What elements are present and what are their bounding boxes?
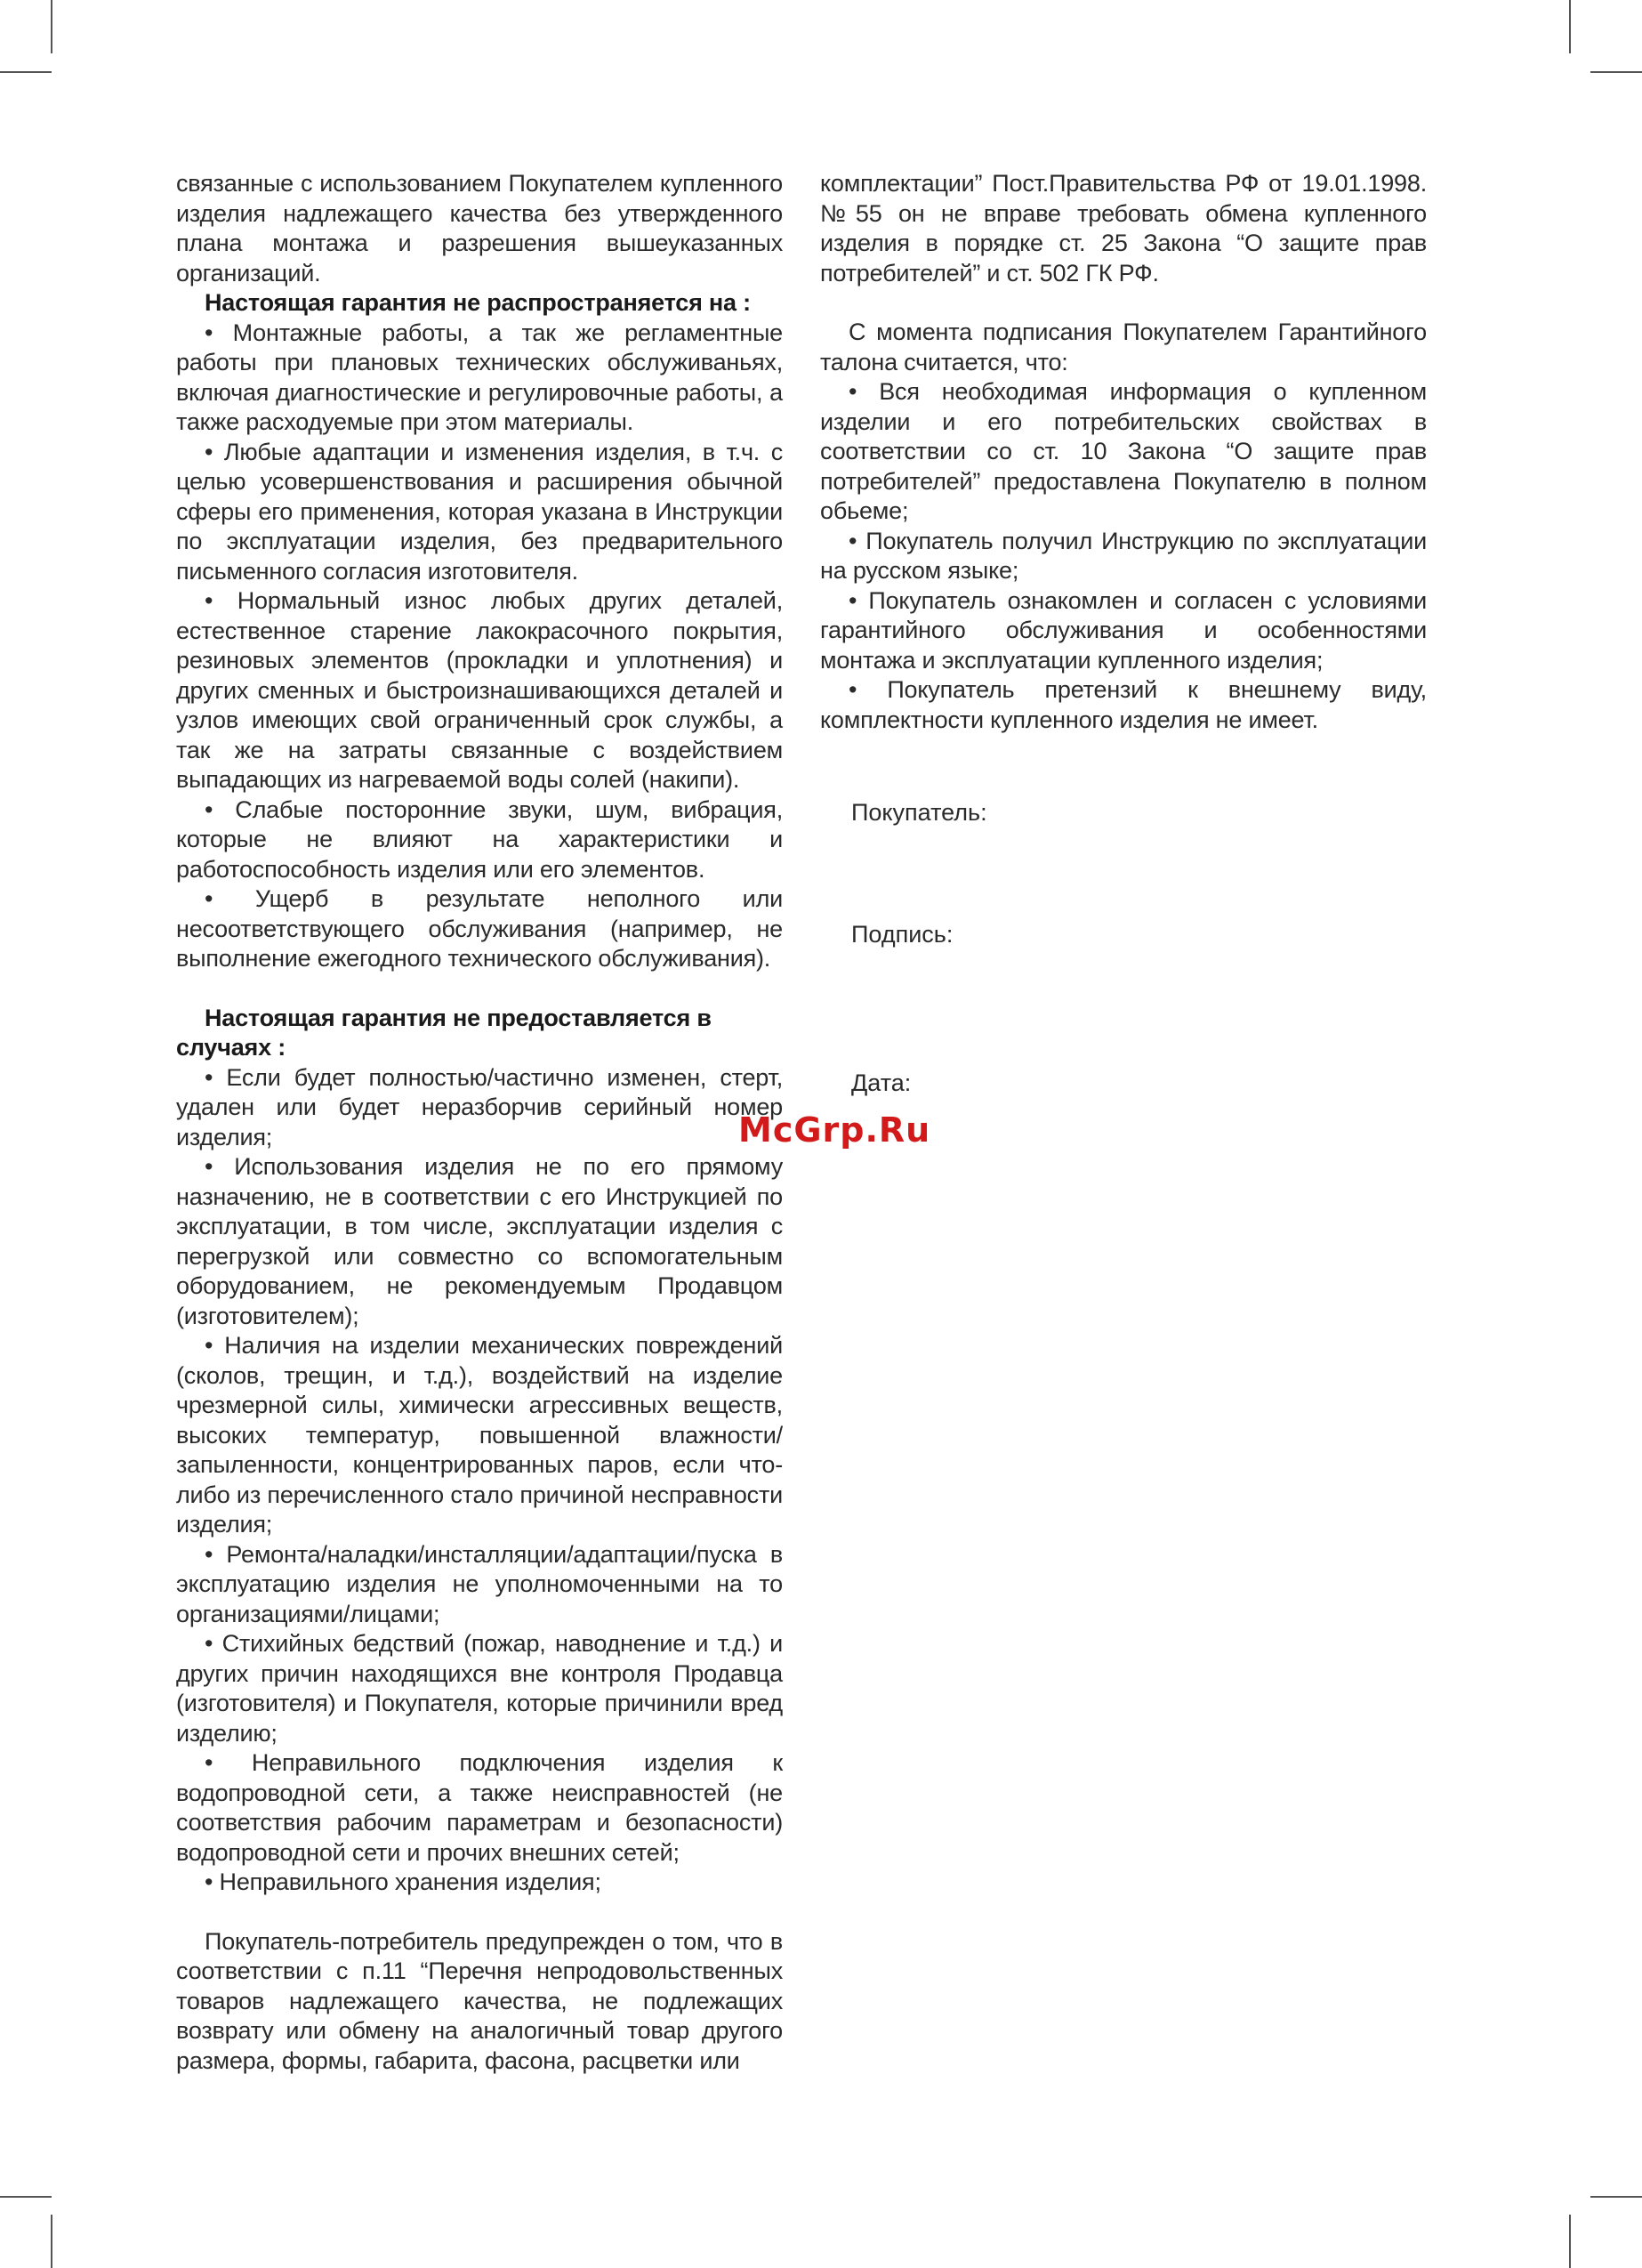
crop-mark [1569, 2215, 1571, 2268]
left-text-column [176, 169, 783, 2076]
paragraph: • Использования изделия не по его прямому назначению, не в соответствии с его Инструкцией по эксплуатации, в том числе, эксплуатации изделия с перегрузкой или совместно со вспомогательным оборудованием, не рекомендуемым Продавцом (изготовителем); [176, 1153, 783, 1329]
crop-mark [1590, 2196, 1642, 2198]
watermark-text: McGrp.Ru [738, 1110, 931, 1150]
paragraph-gap [176, 1898, 783, 1927]
paragraph: • Наличия на изделии механических повреждений (сколов, трещин, и т.д.), воздействий на изделие чрезмерной силы, химически агрессивных веществ, высоких температур, повышенной влажности/запыленности, концентрированных паров, если что-либо из перечисленного стало причиной несправности изделия; [176, 1332, 783, 1538]
paragraph: • Неправильного подключения изделия к водопроводной сети, а также неисправностей (не соответствия рабочим параметрам и безопасности) водопроводной сети и прочих внешних сетей; [176, 1749, 783, 1866]
crop-mark [0, 2196, 52, 2198]
paragraph: • Стихийных бедствий (пожар, наводнение и т.д.) и других причин находящихся вне контроля Продавца (изготовителя) и Покупателя, которые причинили вред изделию; [176, 1630, 783, 1747]
paragraph: комплектации” Пост.Правительства РФ от 19.01.1998. №55 он не вправе требовать обмена купленного изделия в порядке ст. 25 Закона “О защите прав потребителей” и ст. 502 ГК РФ. [820, 170, 1427, 287]
paragraph: • Неправильного хранения изделия; [205, 1868, 601, 1895]
signature-label: Подпись: [851, 921, 954, 948]
paragraph: С момента подписания Покупателем Гарантийного талона считается, что: [820, 319, 1427, 375]
section-heading: Настоящая гарантия не распространяется на : [205, 289, 751, 316]
crop-mark [0, 71, 52, 73]
crop-mark [51, 0, 52, 53]
crop-mark [51, 2215, 52, 2268]
paragraph: связанные с использованием Покупателем купленного изделия надлежащего качества без утвержденного плана монтажа и разрешения вышеуказанных организаций. [176, 170, 783, 287]
paragraph: • Вся необходимая информация о купленном изделии и его потребительских свойствах в соответствии со ст. 10 Закона “О защите прав потребителей” предоставлена Покупателю в полном обьеме; [820, 378, 1427, 524]
buyer-label: Покупатель: [851, 799, 987, 826]
paragraph: Покупатель-потребитель предупрежден о том, что в соответствии с п.11 “Перечня непродовольственных товаров надлежащего качества, не подлежащих возврату или обмену на аналогичный товар другого размера, формы, габарита, фасона, расцветки или [176, 1927, 783, 2074]
paragraph: • Ремонта/наладки/инсталляции/адаптации/пуска в эксплуатацию изделия не уполномоченными на то организациями/лицами; [176, 1540, 783, 1627]
paragraph: • Покупатель претензий к внешнему виду, комплектности купленного изделия не имеет. [820, 676, 1427, 733]
section-heading: Настоящая гарантия не предоставляется в случаях : [176, 1004, 712, 1061]
paragraph-gap [820, 288, 1427, 318]
crop-mark [1590, 71, 1642, 73]
date-label: Дата: [851, 1069, 912, 1096]
paragraph: • Монтажные работы, а так же регламентные работы при плановых технических обслуживаньях, включая диагностические и регулировочные работы, а также расходуемые при этом материалы. [176, 319, 783, 435]
paragraph: • Любые адаптации и изменения изделия, в т.ч. с целью усовершенствования и расширения обычной сферы его применения, которая указана в Инструкции по эксплуатации изделия, без предварительного письменного согласия изготовителя. [176, 438, 783, 585]
paragraph: • Нормальный износ любых других деталей, естественное старение лакокрасочного покрытия, резиновых элементов (прокладки и уплотнения) и других сменных и быстроизнашивающихся деталей и узлов имеющих свой ограниченный срок службы, а так же на затраты связанные с воздействием выпадающих из нагреваемой воды солей (накипи). [176, 587, 783, 793]
paragraph-gap [176, 974, 783, 1004]
right-text-column [820, 169, 1427, 735]
paragraph: • Слабые посторонние звуки, шум, вибрация, которые не влияют на характеристики и работоспособность изделия или его элементов. [176, 795, 783, 883]
crop-mark [1569, 0, 1571, 53]
paragraph: • Покупатель получил Инструкцию по эксплуатации на русском языке; [820, 527, 1427, 584]
paragraph: • Если будет полностью/частично изменен, стерт, удален или будет неразборчив серийный номер изделия; [176, 1063, 783, 1150]
paragraph: • Покупатель ознакомлен и согласен с условиями гарантийного обслуживания и особенностями монтажа и эксплуатации купленного изделия; [820, 586, 1427, 674]
paragraph: • Ущерб в результате неполного или несоответствующего обслуживания (например, не выполнение ежегодного технического обслуживания). [176, 885, 783, 972]
